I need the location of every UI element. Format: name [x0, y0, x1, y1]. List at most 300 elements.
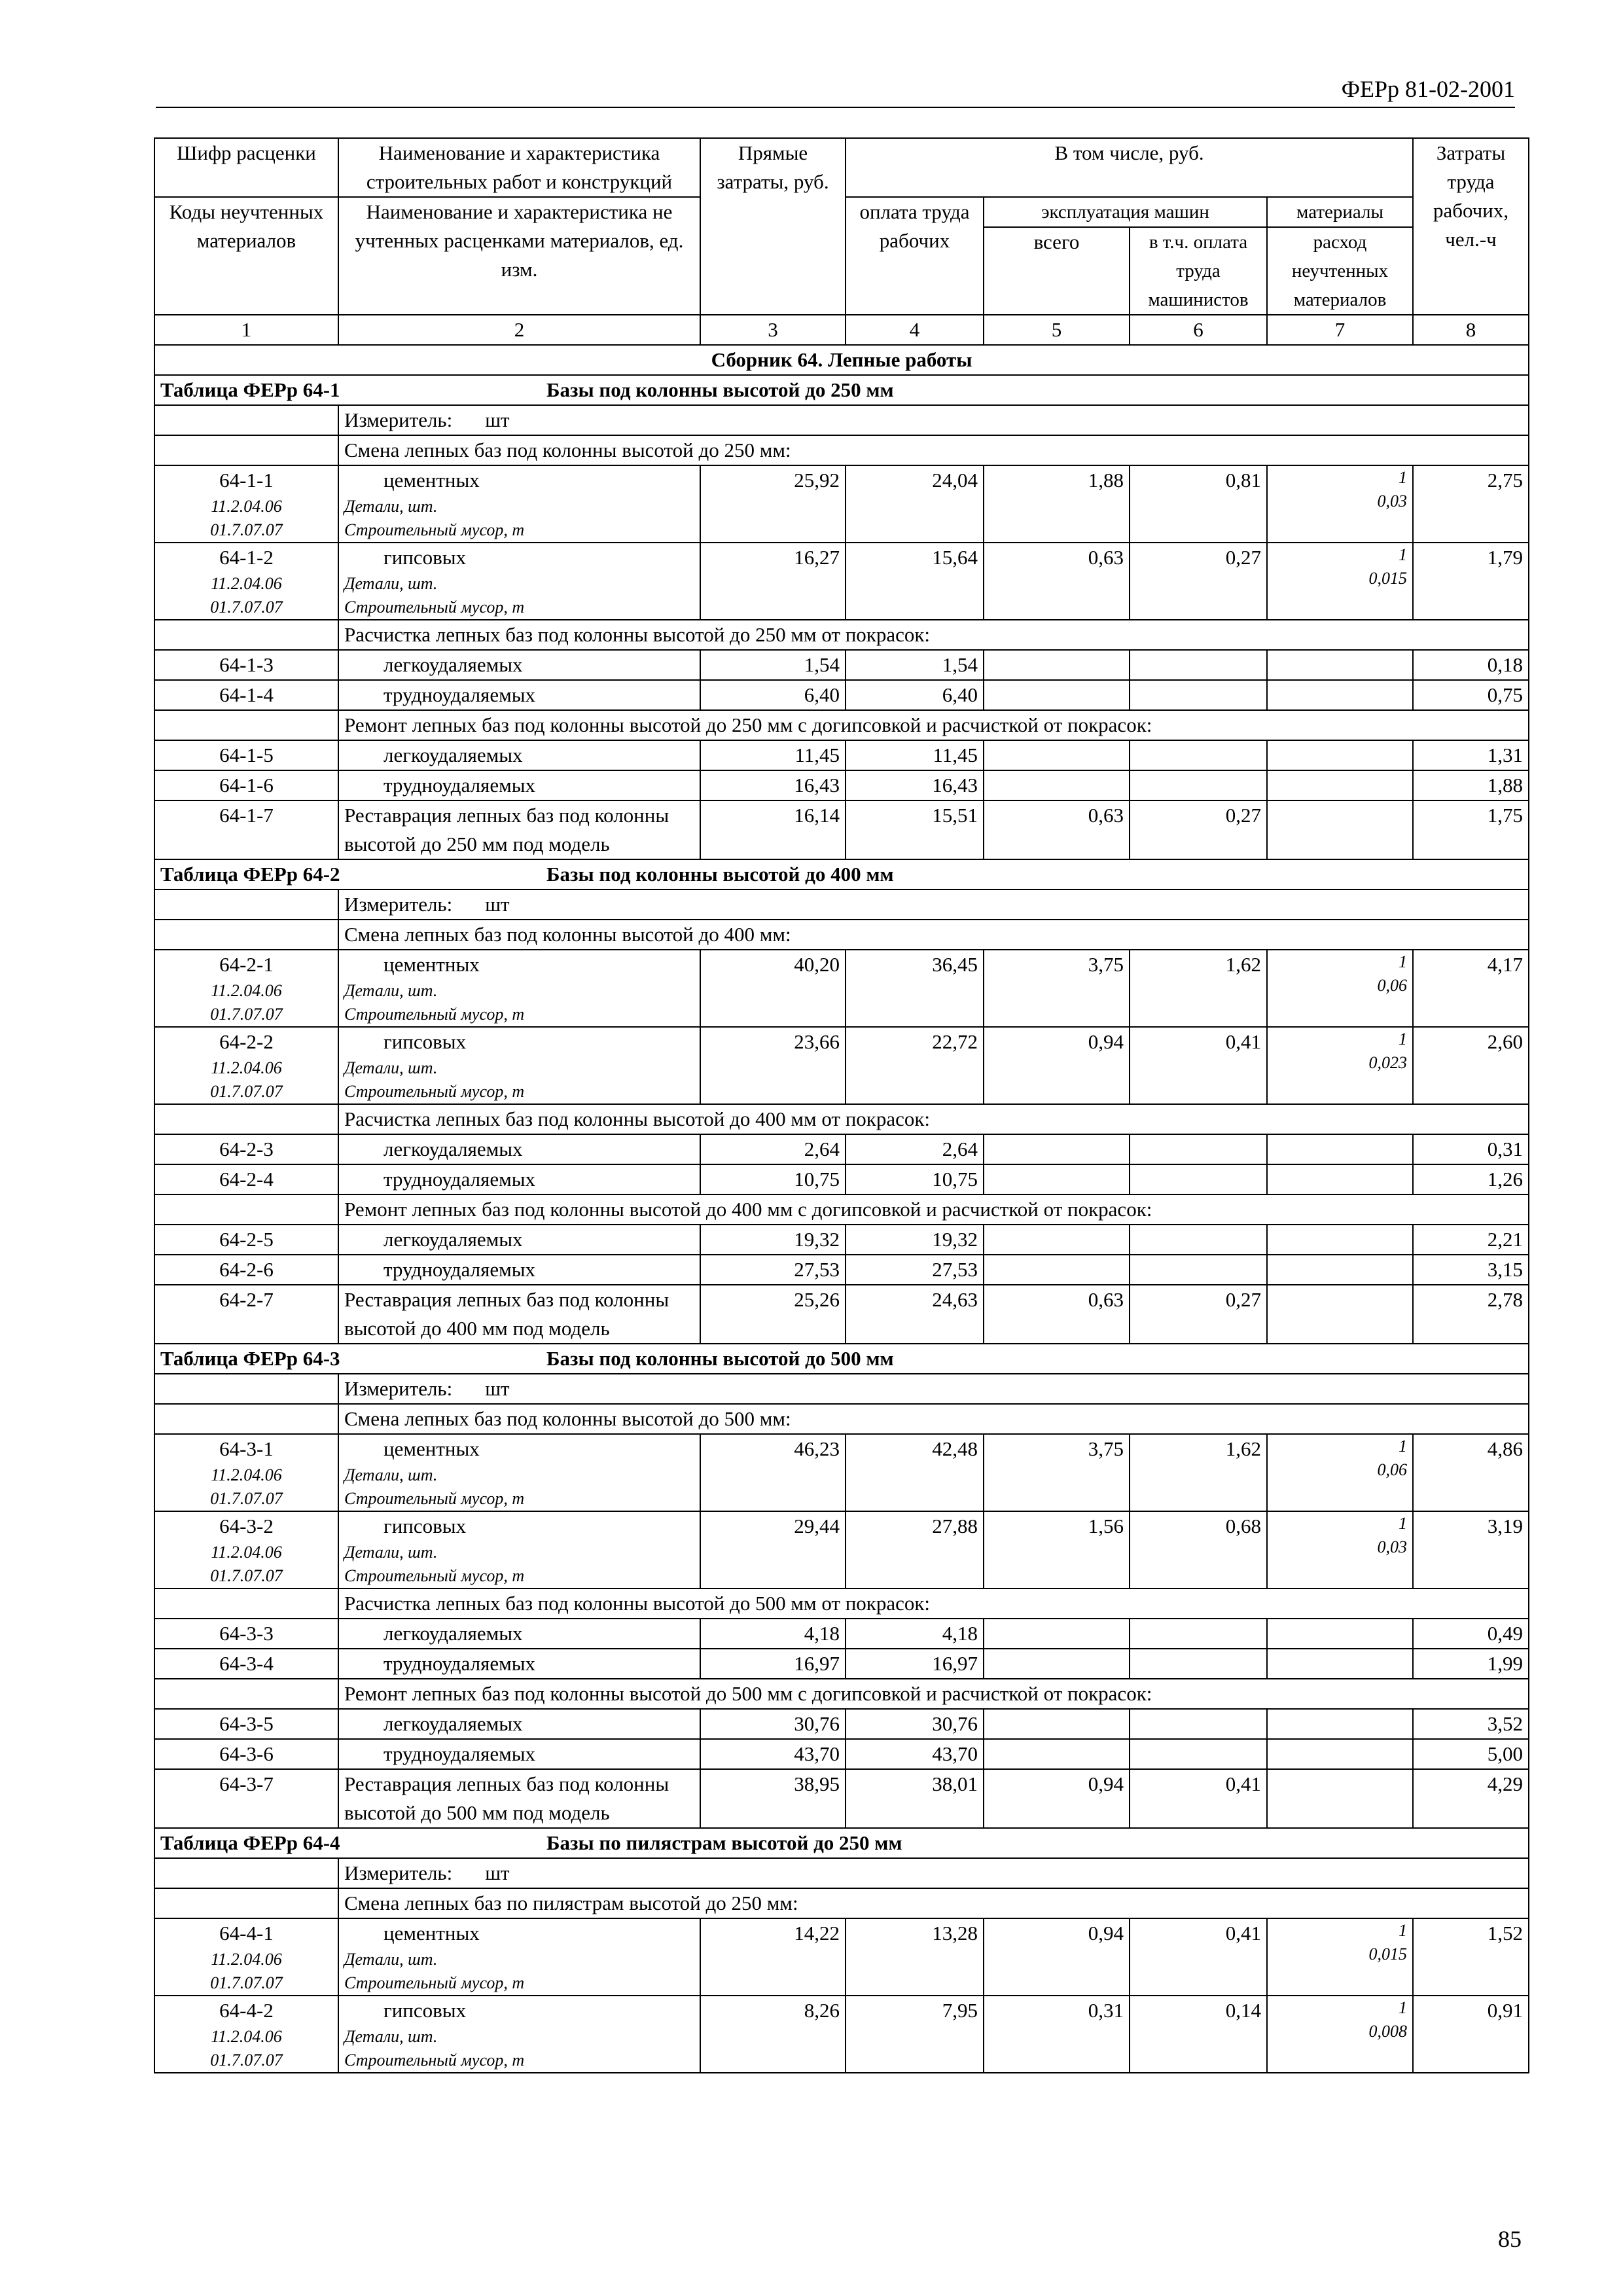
work-name: легкоудаляемых: [383, 1622, 523, 1645]
table-row: [154, 1434, 1529, 1511]
rate-code-cell: [154, 740, 338, 770]
measure-unit: шт: [485, 1377, 510, 1400]
work-name: цементных: [383, 1922, 480, 1945]
table-row: [154, 1027, 1529, 1104]
table-row: [154, 800, 1529, 859]
material-code: 01.7.07.07: [210, 1005, 283, 1024]
material-qty: 0,015: [1368, 1945, 1408, 1964]
labor-pay: 16,43: [846, 770, 984, 800]
rate-code: 64-3-6: [219, 1742, 274, 1765]
material-qty-cell: [1267, 1255, 1413, 1285]
rate-code: 64-2-6: [219, 1258, 274, 1281]
machinist-pay: [1130, 650, 1267, 680]
material-qty: 0,008: [1368, 2022, 1408, 2041]
material-qty: 1: [1399, 1998, 1408, 2017]
labor-pay: 11,45: [846, 740, 984, 770]
material-qty: 0,06: [1377, 976, 1408, 995]
machinist-pay: 0,81: [1130, 465, 1267, 543]
rate-code: 64-3-4: [219, 1652, 274, 1675]
labor-pay: 7,95: [846, 1996, 984, 2073]
table-row: [154, 1739, 1529, 1769]
table-title-row: [154, 1344, 1529, 1374]
rate-code: 64-3-1: [219, 1437, 274, 1460]
col-number: 4: [846, 315, 984, 345]
header-rule: [156, 107, 1515, 108]
labor-hours: 3,19: [1413, 1511, 1529, 1588]
machine-total: 0,63: [984, 543, 1130, 620]
table-row: [154, 680, 1529, 710]
labor-pay: 36,45: [846, 950, 984, 1027]
material-qty-cell: [1267, 1709, 1413, 1739]
labor-pay: 13,28: [846, 1918, 984, 1996]
material-qty-cell: [1267, 1769, 1413, 1828]
machinist-pay: [1130, 680, 1267, 710]
work-name-cell: [338, 1434, 700, 1511]
direct-costs: 16,27: [700, 543, 846, 620]
table-row: [154, 1709, 1529, 1739]
material-qty: 1: [1399, 468, 1408, 487]
material-qty: 1: [1399, 1030, 1408, 1049]
work-name-cell: [338, 1285, 700, 1344]
material-qty-cell: [1267, 1225, 1413, 1255]
table-title-row: [154, 375, 1529, 405]
direct-costs: 6,40: [700, 680, 846, 710]
work-name: Реставрация лепных баз под колонны высотой до 250 мм под модель: [344, 804, 669, 855]
work-name-cell: [338, 740, 700, 770]
header-shifr: Шифр расценки: [154, 138, 338, 197]
price-table: [154, 137, 1529, 2073]
table-title: Базы под колонны высотой до 250 мм: [546, 378, 894, 401]
header-ekspl: эксплуатация машин: [984, 197, 1267, 227]
group-caption-row: [154, 1588, 1529, 1619]
measure-unit: шт: [485, 408, 510, 431]
rate-code: 64-2-7: [219, 1288, 274, 1311]
rate-code: 64-3-2: [219, 1515, 274, 1537]
material-qty: 1: [1399, 952, 1408, 971]
work-name-cell: [338, 1709, 700, 1739]
measure-spacer: [154, 405, 338, 435]
material-code: 11.2.04.06: [211, 2027, 282, 2046]
material-name: Строительный мусор, т: [344, 2051, 525, 2070]
rate-code-cell: [154, 770, 338, 800]
direct-costs: 14,22: [700, 1918, 846, 1996]
measure-row: [154, 1858, 1529, 1888]
rate-code-cell: [154, 650, 338, 680]
rate-code-cell: [154, 800, 338, 859]
work-name-cell: [338, 1918, 700, 1996]
rate-code: 64-3-5: [219, 1712, 274, 1735]
labor-hours: 1,99: [1413, 1649, 1529, 1679]
material-name: Детали, шт.: [344, 497, 438, 516]
machinist-pay: [1130, 740, 1267, 770]
machine-total: [984, 1164, 1130, 1194]
machine-total: [984, 1134, 1130, 1164]
measure-unit: шт: [485, 1861, 510, 1884]
work-name: гипсовых: [383, 1999, 467, 2022]
direct-costs: 8,26: [700, 1996, 846, 2073]
rate-code: 64-1-7: [219, 804, 274, 827]
material-qty: 1: [1399, 545, 1408, 564]
rate-code-cell: [154, 1739, 338, 1769]
table-row: [154, 1996, 1529, 2073]
material-name: Строительный мусор, т: [344, 520, 525, 539]
labor-pay: 38,01: [846, 1769, 984, 1828]
labor-pay: 22,72: [846, 1027, 984, 1104]
material-code: 01.7.07.07: [210, 2051, 283, 2070]
material-qty-cell: [1267, 1996, 1413, 2073]
direct-costs: 2,64: [700, 1134, 846, 1164]
work-name: трудноудаляемых: [383, 1652, 536, 1675]
material-code: 01.7.07.07: [210, 520, 283, 539]
rate-code-cell: [154, 1619, 338, 1649]
material-code: 01.7.07.07: [210, 1489, 283, 1508]
work-name: легкоудаляемых: [383, 1712, 523, 1735]
measure-row: [154, 1374, 1529, 1404]
rate-code: 64-2-1: [219, 953, 274, 976]
group-caption-row: [154, 435, 1529, 465]
machinist-pay: 1,62: [1130, 950, 1267, 1027]
measure-label: Измеритель:: [344, 1861, 453, 1884]
labor-hours: 2,75: [1413, 465, 1529, 543]
table-title-cell: [154, 859, 1529, 889]
group-caption: Ремонт лепных баз под колонны высотой до 500 мм с догипсовкой и расчисткой от покрасок:: [338, 1679, 1529, 1709]
machinist-pay: 0,41: [1130, 1027, 1267, 1104]
material-name: Детали, шт.: [344, 1950, 438, 1969]
direct-costs: 40,20: [700, 950, 846, 1027]
material-qty-cell: [1267, 543, 1413, 620]
work-name-cell: [338, 800, 700, 859]
group-caption: Смена лепных баз под колонны высотой до 400 мм:: [338, 920, 1529, 950]
header-zatraty: Затраты труда рабочих, чел.-ч: [1413, 138, 1529, 315]
labor-hours: 0,18: [1413, 650, 1529, 680]
direct-costs: 1,54: [700, 650, 846, 680]
group-caption: Расчистка лепных баз под колонны высотой до 250 мм от покрасок:: [338, 620, 1529, 650]
group-caption-row: [154, 1888, 1529, 1918]
header-vsego: всего: [984, 227, 1130, 315]
labor-pay: 10,75: [846, 1164, 984, 1194]
labor-hours: 2,21: [1413, 1225, 1529, 1255]
work-name-cell: [338, 1027, 700, 1104]
work-name-cell: [338, 1619, 700, 1649]
labor-hours: 4,86: [1413, 1434, 1529, 1511]
group-caption-row: [154, 710, 1529, 740]
direct-costs: 16,14: [700, 800, 846, 859]
machinist-pay: [1130, 1225, 1267, 1255]
machinist-pay: 0,27: [1130, 1285, 1267, 1344]
material-code: 01.7.07.07: [210, 598, 283, 617]
rate-code: 64-1-1: [219, 469, 274, 492]
column-numbers-row: [154, 315, 1529, 345]
header-vtch: в т.ч. оплата труда машинистов: [1130, 227, 1267, 315]
work-name: трудноудаляемых: [383, 774, 536, 797]
table-row: [154, 740, 1529, 770]
measure-unit: шт: [485, 893, 510, 916]
rate-code-cell: [154, 1709, 338, 1739]
col-number: 1: [154, 315, 338, 345]
collection-title: Сборник 64. Лепные работы: [154, 345, 1529, 375]
direct-costs: 29,44: [700, 1511, 846, 1588]
table-row: [154, 1918, 1529, 1996]
material-qty-cell: [1267, 465, 1413, 543]
work-name-cell: [338, 950, 700, 1027]
measure-cell: [338, 1858, 1529, 1888]
group-spacer: [154, 435, 338, 465]
material-code: 11.2.04.06: [211, 1058, 282, 1077]
table-row: [154, 1134, 1529, 1164]
machine-total: [984, 1649, 1130, 1679]
machinist-pay: [1130, 1164, 1267, 1194]
material-qty: 1: [1399, 1514, 1408, 1533]
material-code: 11.2.04.06: [211, 1465, 282, 1484]
rate-code-cell: [154, 1434, 338, 1511]
group-spacer: [154, 620, 338, 650]
labor-pay: 6,40: [846, 680, 984, 710]
table-title: Базы под колонны высотой до 400 мм: [546, 863, 894, 886]
rate-code-cell: [154, 1285, 338, 1344]
table-title-cell: [154, 1344, 1529, 1374]
table-title: Базы под колонны высотой до 500 мм: [546, 1347, 894, 1370]
labor-hours: 1,79: [1413, 543, 1529, 620]
material-name: Детали, шт.: [344, 574, 438, 593]
machine-total: 0,94: [984, 1918, 1130, 1996]
machinist-pay: 0,14: [1130, 1996, 1267, 2073]
col-number: 7: [1267, 315, 1413, 345]
labor-hours: 2,78: [1413, 1285, 1529, 1344]
rate-code: 64-1-2: [219, 546, 274, 569]
labor-hours: 3,52: [1413, 1709, 1529, 1739]
group-caption-row: [154, 620, 1529, 650]
labor-pay: 4,18: [846, 1619, 984, 1649]
group-caption: Ремонт лепных баз под колонны высотой до 400 мм с догипсовкой и расчисткой от покрасок:: [338, 1194, 1529, 1225]
work-name: цементных: [383, 953, 480, 976]
group-spacer: [154, 920, 338, 950]
work-name: легкоудаляемых: [383, 1138, 523, 1160]
direct-costs: 25,92: [700, 465, 846, 543]
table-title: Базы по пилястрам высотой до 250 мм: [546, 1831, 902, 1854]
work-name: гипсовых: [383, 1030, 467, 1053]
labor-pay: 16,97: [846, 1649, 984, 1679]
material-code: 11.2.04.06: [211, 981, 282, 1000]
material-qty-cell: [1267, 1285, 1413, 1344]
machinist-pay: [1130, 1134, 1267, 1164]
work-name: легкоудаляемых: [383, 1228, 523, 1251]
material-name: Строительный мусор, т: [344, 598, 525, 617]
group-spacer: [154, 1194, 338, 1225]
rate-code-cell: [154, 1996, 338, 2073]
material-qty: 0,03: [1377, 1537, 1408, 1556]
measure-label: Измеритель:: [344, 893, 453, 916]
group-spacer: [154, 1888, 338, 1918]
group-caption-row: [154, 1404, 1529, 1434]
header-materialy: материалы: [1267, 197, 1413, 227]
rate-code-cell: [154, 1225, 338, 1255]
machine-total: 0,63: [984, 800, 1130, 859]
direct-costs: 30,76: [700, 1709, 846, 1739]
material-qty-cell: [1267, 1511, 1413, 1588]
machine-total: 0,63: [984, 1285, 1130, 1344]
labor-hours: 1,31: [1413, 740, 1529, 770]
machine-total: [984, 1709, 1130, 1739]
machinist-pay: [1130, 770, 1267, 800]
machinist-pay: 0,41: [1130, 1769, 1267, 1828]
work-name-cell: [338, 680, 700, 710]
work-name-cell: [338, 650, 700, 680]
material-qty-cell: [1267, 1918, 1413, 1996]
labor-hours: 0,31: [1413, 1134, 1529, 1164]
table-code: Таблица ФЕРр 64-3: [160, 1347, 340, 1370]
labor-hours: 0,91: [1413, 1996, 1529, 2073]
material-qty-cell: [1267, 950, 1413, 1027]
rate-code: 64-3-3: [219, 1622, 274, 1645]
group-caption-row: [154, 1104, 1529, 1134]
rate-code-cell: [154, 1918, 338, 1996]
measure-label: Измеритель:: [344, 1377, 453, 1400]
table-row: [154, 1225, 1529, 1255]
material-qty: 0,06: [1377, 1460, 1408, 1479]
material-qty: 0,03: [1377, 492, 1408, 511]
table-code: Таблица ФЕРр 64-1: [160, 378, 340, 401]
labor-hours: 4,17: [1413, 950, 1529, 1027]
direct-costs: 16,43: [700, 770, 846, 800]
direct-costs: 46,23: [700, 1434, 846, 1511]
header-oplata: оплата труда рабочих: [846, 197, 984, 315]
material-qty-cell: [1267, 770, 1413, 800]
material-qty-cell: [1267, 1164, 1413, 1194]
table-row: [154, 1255, 1529, 1285]
labor-pay: 15,64: [846, 543, 984, 620]
work-name-cell: [338, 1255, 700, 1285]
direct-costs: 23,66: [700, 1027, 846, 1104]
group-caption-row: [154, 920, 1529, 950]
header-v-tom-chisle: В том числе, руб.: [846, 138, 1413, 197]
header-kody: Коды неучтенных материалов: [154, 197, 338, 315]
labor-pay: 30,76: [846, 1709, 984, 1739]
direct-costs: 25,26: [700, 1285, 846, 1344]
table-row: [154, 465, 1529, 543]
rate-code: 64-1-6: [219, 774, 274, 797]
labor-hours: 2,60: [1413, 1027, 1529, 1104]
measure-spacer: [154, 889, 338, 920]
material-qty-cell: [1267, 1649, 1413, 1679]
rate-code: 64-4-2: [219, 1999, 274, 2022]
material-code: 01.7.07.07: [210, 1082, 283, 1101]
group-caption-row: [154, 1679, 1529, 1709]
direct-costs: 38,95: [700, 1769, 846, 1828]
direct-costs: 11,45: [700, 740, 846, 770]
work-name: Реставрация лепных баз под колонны высотой до 400 мм под модель: [344, 1288, 669, 1340]
labor-hours: 3,15: [1413, 1255, 1529, 1285]
col-number: 5: [984, 315, 1130, 345]
material-code: 11.2.04.06: [211, 1950, 282, 1969]
material-name: Строительный мусор, т: [344, 1005, 525, 1024]
material-code: 01.7.07.07: [210, 1566, 283, 1585]
group-caption: Смена лепных баз по пилястрам высотой до 250 мм:: [338, 1888, 1529, 1918]
collection-row: [154, 345, 1529, 375]
material-name: Строительный мусор, т: [344, 1973, 525, 1992]
header-naim2: Наименование и характеристика не учтенных расценками материалов, ед. изм.: [338, 197, 700, 315]
table-row: [154, 770, 1529, 800]
work-name-cell: [338, 1769, 700, 1828]
group-caption-row: [154, 1194, 1529, 1225]
work-name-cell: [338, 1996, 700, 2073]
material-name: Строительный мусор, т: [344, 1489, 525, 1508]
machinist-pay: [1130, 1649, 1267, 1679]
document-code: ФЕРр 81-02-2001: [1341, 76, 1515, 102]
machine-total: 0,94: [984, 1027, 1130, 1104]
direct-costs: 16,97: [700, 1649, 846, 1679]
machine-total: [984, 1619, 1130, 1649]
rate-code-cell: [154, 465, 338, 543]
labor-pay: 24,04: [846, 465, 984, 543]
measure-cell: [338, 889, 1529, 920]
labor-pay: 43,70: [846, 1739, 984, 1769]
work-name-cell: [338, 1511, 700, 1588]
machine-total: [984, 1225, 1130, 1255]
table-row: [154, 1285, 1529, 1344]
rate-code-cell: [154, 1649, 338, 1679]
material-name: Детали, шт.: [344, 1543, 438, 1562]
table-title-row: [154, 859, 1529, 889]
measure-cell: [338, 1374, 1529, 1404]
machine-total: 1,56: [984, 1511, 1130, 1588]
material-name: Детали, шт.: [344, 1465, 438, 1484]
work-name: трудноудаляемых: [383, 683, 536, 706]
machinist-pay: [1130, 1619, 1267, 1649]
table-title-cell: [154, 375, 1529, 405]
material-name: Детали, шт.: [344, 2027, 438, 2046]
machinist-pay: [1130, 1739, 1267, 1769]
measure-label: Измеритель:: [344, 408, 453, 431]
table-title-cell: [154, 1828, 1529, 1858]
table-title-row: [154, 1828, 1529, 1858]
rate-code: 64-2-3: [219, 1138, 274, 1160]
machine-total: 3,75: [984, 1434, 1130, 1511]
table-row: [154, 650, 1529, 680]
material-code: 11.2.04.06: [211, 574, 282, 593]
work-name: легкоудаляемых: [383, 653, 523, 676]
material-qty: 1: [1399, 1437, 1408, 1456]
table-row: [154, 1619, 1529, 1649]
machinist-pay: 0,27: [1130, 543, 1267, 620]
machine-total: 1,88: [984, 465, 1130, 543]
labor-pay: 42,48: [846, 1434, 984, 1511]
rate-code-cell: [154, 1164, 338, 1194]
machine-total: [984, 1739, 1130, 1769]
table-row: [154, 1769, 1529, 1828]
labor-hours: 1,52: [1413, 1918, 1529, 1996]
work-name: гипсовых: [383, 546, 467, 569]
measure-spacer: [154, 1858, 338, 1888]
material-qty-cell: [1267, 740, 1413, 770]
rate-code-cell: [154, 1255, 338, 1285]
machinist-pay: [1130, 1709, 1267, 1739]
machine-total: [984, 740, 1130, 770]
rate-code-cell: [154, 1027, 338, 1104]
labor-hours: 1,26: [1413, 1164, 1529, 1194]
material-code: 01.7.07.07: [210, 1973, 283, 1992]
group-caption: Смена лепных баз под колонны высотой до 250 мм:: [338, 435, 1529, 465]
work-name-cell: [338, 1164, 700, 1194]
work-name-cell: [338, 1225, 700, 1255]
material-qty-cell: [1267, 680, 1413, 710]
material-code: 11.2.04.06: [211, 1543, 282, 1562]
header-rashod: расход неучтенных материалов: [1267, 227, 1413, 315]
table-code: Таблица ФЕРр 64-2: [160, 863, 340, 886]
rate-code: 64-1-4: [219, 683, 274, 706]
group-spacer: [154, 1588, 338, 1619]
group-caption: Расчистка лепных баз под колонны высотой до 500 мм от покрасок:: [338, 1588, 1529, 1619]
machinist-pay: 0,41: [1130, 1918, 1267, 1996]
